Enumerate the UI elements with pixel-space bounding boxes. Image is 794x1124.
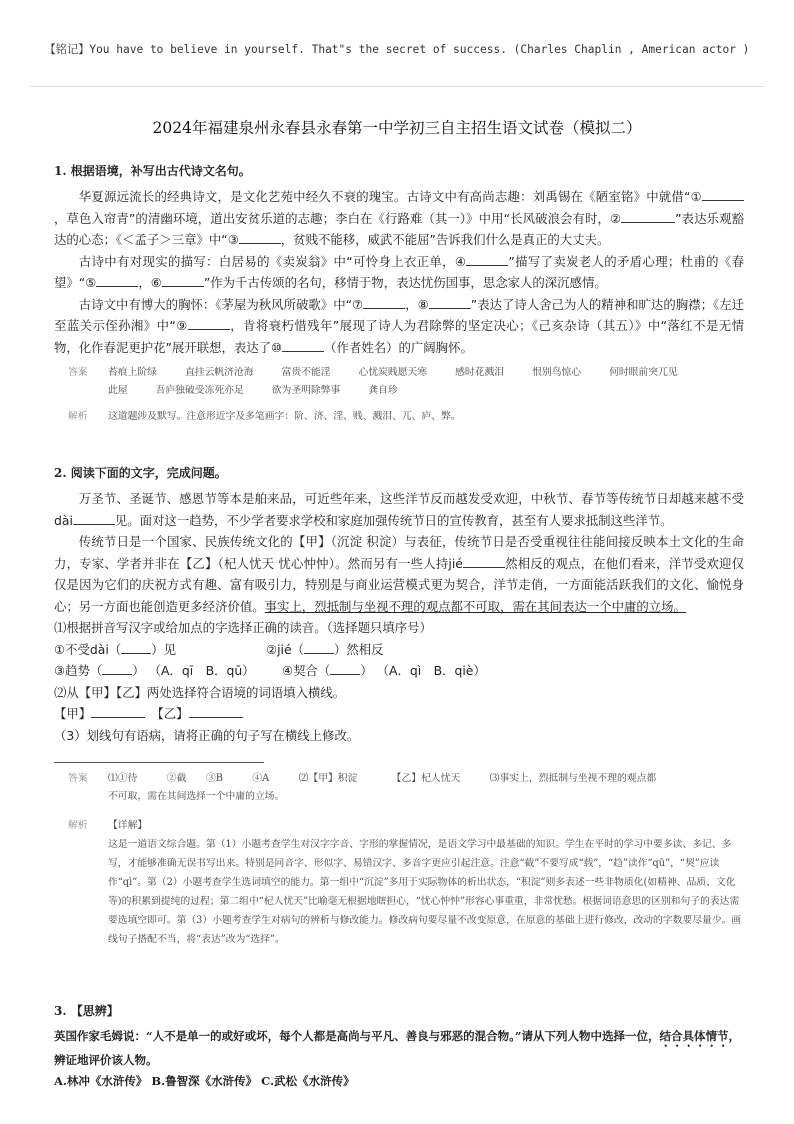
q1-analysis [68,408,748,426]
q2-text: 【乙】 [157,706,189,721]
q1-text: 古诗文中有博大的胸怀：《茅屋为秋风所破歌》中“⑦ [78,296,364,312]
question-1-head: 1. 根据语境，补写出古代诗文名句。 [54,164,251,178]
q2-sub-1-row-1 [54,639,744,661]
q2-text: ）然相反 [334,641,384,657]
q3-emphasis: 结合具体情节 [659,1029,729,1043]
question-2-head: 2. 阅读下面的文字，完成问题。 [54,466,227,480]
q2-item [54,660,282,682]
q1-text: ”描写了卖炭老人的矛盾心理；杜甫的《春望》“⑤ [54,253,744,290]
answer-line-1: ⑴①待 ②截 ③B ④A ⑵【甲】积淀 【乙】杞人忧天 ⑶事实上，烈抵制与坐视不理的观点都 [108,773,657,784]
q2-paragraph-2 [54,531,744,617]
q2-text: 【甲】 [54,706,92,721]
q2-paragraph-1 [54,488,744,531]
motto: 【铭记】You have to believe in yourself. That"s the secret of success. (Charles Chaplin , American actor ) [44,43,750,56]
blank-a[interactable] [121,641,151,654]
q2-text: 传统节日是一个国家、民族传统文化的【甲】（沉淀 积淀）与表征，传统节日是否受重视往往能间接反映本土文化的生命力，专家、学者并非在【乙】（杞人忧天 忧心忡忡）。然而另有一些人持jié [54,534,744,571]
q1-text: ”作为千古传颂的名句，移情于物，表达忧伤国事，思念家人的深沉感情。 [203,275,607,290]
q1-text: （作者姓名）的广阔胸怀。 [324,339,473,355]
question-3-head: 3. 【思辨】 [54,1004,119,1018]
q2-analysis [68,816,748,949]
q2-text: ）见 [151,641,176,657]
question-2 [54,462,744,763]
analysis-text: 这道题涉及默写。注意形近字及多笔画字：阶、济、淫、贱、溅泪、兀、庐、弊。 [108,411,461,422]
q3-text: 英国作家毛姆说：“人不是单一的或好或坏，每个人都是高尚与平凡、善良与邪恶的混合物。”请从下列人物中选择一位， [54,1029,660,1043]
q1-text: ，⑧ [405,296,429,312]
q2-text: ③趋势（ [54,663,103,678]
q2-item [54,639,266,661]
answer-word: 此屋 [108,385,128,396]
q2-text: ②jié（ [266,641,305,657]
q2-sub-1: ⑴根据拼音写汉字或给加点的字选择正确的读音。（选择题只填序号） [54,620,432,635]
answer-word: 吾庐独破受冻死亦足 [155,385,244,396]
analysis-label: 解析 [68,820,88,831]
q1-text: ”表达乐观豁达的心态；《＜孟子＞三章》中“③ [54,210,744,247]
blank-9[interactable] [188,317,230,330]
blank-jia[interactable] [91,705,145,718]
answer-line[interactable] [54,762,264,763]
question-1 [54,160,744,358]
q2-sub-3: （3）划线句有语病，请将正确的句子写在横线上修改。 [54,727,360,743]
blank-8[interactable] [429,296,471,309]
blank-2[interactable] [621,210,675,223]
q2-sub-2-row [54,703,744,725]
blank-b[interactable] [304,641,334,654]
detail-label: 【详解】 [108,820,148,831]
blank-5[interactable] [96,274,138,287]
q2-text: ） （A．qì B．qiè） [360,663,486,678]
q3-prompt [54,1026,744,1071]
q2-text: ①不受dài（ [54,641,122,657]
answer-word: 欲为圣明除弊事 [271,385,341,396]
analysis-body [108,816,744,949]
q1-paragraph-1 [54,186,744,251]
blank-10[interactable] [282,339,324,352]
answer-word: 心忧炭贱愿天寒 [358,367,428,378]
divider [30,86,764,87]
answer-text [108,770,744,806]
q2-answer [68,770,748,806]
answer-word: 龚自珍 [368,385,398,396]
page-title: 2024年福建泉州永春县永春第一中学初三自主招生语文试卷（模拟二） [152,119,642,137]
q1-text: 华夏源远流长的经典诗文，是文化艺苑中经久不衰的瑰宝。古诗文中有高尚志趣：刘禹锡在《陋室铭》中就借“① [78,189,702,204]
blank-4[interactable] [466,253,508,266]
q3-options: A.林冲《水浒传》 B.鲁智深《水浒传》 C.武松《水浒传》 [54,1074,355,1088]
blank-1[interactable] [702,188,744,201]
q1-answer [68,364,748,400]
analysis-label: 解析 [68,411,88,422]
answer-label: 答案 [68,773,88,784]
blank-d[interactable] [330,662,360,675]
q1-text: 古诗中有对现实的描写：白居易的《卖炭翁》中“可怜身上衣正单，④ [78,253,467,269]
answer-word: 苔痕上阶绿 [108,367,157,378]
q2-text: 然相反的观点，在他们看来，洋节受欢迎仅仅是因为它们的庆祝方式有趣、富有吸引力，特别是与商业运营模式更为契合，洋节走俏，一方面能活跃我们的文化、愉悦身心；另一方面也能创造更多经济价值。 [54,555,745,614]
q2-sub-1-row-2 [54,660,744,682]
answer-word: 恨别鸟惊心 [532,367,582,378]
detail-text: 这是一道语文综合题。第（1）小题考查学生对汉字字音、字形的掌握情况，是语文学习中最基础的知识。学生在平时的学习中要多读、多记、多写，才能够准确无误书写出来。特别是同音字、形似字、易错汉字、多音字更应引起注意。注意“截”不要写成“载”，“趋”读作“qū”，“契”应读作“qì”。第（2）小题考查学生选词填空的能力。第一组中“沉淀”多用于实际物体的析出状态，“积淀”则多表述一些非物质化(如精神、品质、文化等)的积累到提纯的过程；第二组中“杞人忧天”比喻毫无根据地瞎担心，“忧心忡忡”形容心事重重，非常忧愁。根据词语意思的区别和句子的表达需要选填空即可。第（3）小题考查学生对病句的辨析与修改能力。修改病句要尽量不改变原意，在原意的基础上进行修改，改动的字数要尽量少。画线句子搭配不当，将“表达”改为“选择”。 [108,839,742,945]
answer-word: 感时花溅泪 [455,367,505,378]
question-3 [54,1000,744,1092]
blank-7[interactable] [363,296,405,309]
answer-label: 答案 [68,367,88,378]
underlined-sentence: 事实上，烈抵制与坐视不理的观点都不可取，需在其间表达一个中庸的立场。 [264,598,686,614]
q2-sub-2: ⑵从【甲】【乙】两处选择符合语境的词语填入横线。 [54,684,346,700]
q1-text: ，⑥ [138,275,162,290]
answer-word: 直挂云帆济沧海 [184,367,254,378]
q1-text: ，贫贱不能移，威武不能屈”告诉我们什么是真正的大丈夫。 [280,232,610,247]
blank-jie[interactable] [463,555,505,568]
blank-dai[interactable] [73,512,115,525]
q2-text: ④契合（ [282,663,331,678]
answer-word: 何时眼前突兀见 [609,367,678,378]
answer-line-2: 不可取，需在其间选择一个中庸的立场。 [108,791,285,802]
answer-word: 富贵不能淫 [281,367,331,378]
q2-text: 万圣节、圣诞节、感恩节等本是舶来品，可近些年来，这些洋节反而越发受欢迎，中秋节、春节等传统节日却越来越不受dài [54,491,744,528]
q1-text: ，肯将衰朽惜残年”展现了诗人为君除弊的坚定决心；《己亥杂诗（其五）》中“落红不是无情物，化作春泥更护花”展开联想，表达了⑩ [54,318,744,355]
q1-text: ”表达了诗人舍己为人的精神和旷达的胸襟；《左迁至蓝关示侄孙湘》中“⑨ [54,296,744,333]
q1-text: ，草色入帘青”的清幽环境，道出安贫乐道的志趣；李白在《行路难（其一）》中用“长风破浪会有时，② [54,210,622,226]
q1-paragraph-3 [54,294,744,359]
q3-text: ，辨证地评价该人物。 [54,1029,740,1067]
q2-text: 见。面对这一趋势，不少学者要求学校和家庭加强传统节日的宣传教育，甚至有人要求抵制这些洋节。 [114,512,673,528]
q1-paragraph-2 [54,251,744,294]
answer-words [108,364,744,400]
blank-c[interactable] [102,662,132,675]
blank-yi[interactable] [189,705,243,718]
blank-6[interactable] [162,274,204,287]
blank-3[interactable] [239,231,281,244]
q2-text: ） （A．qī B．qū） [132,663,255,678]
